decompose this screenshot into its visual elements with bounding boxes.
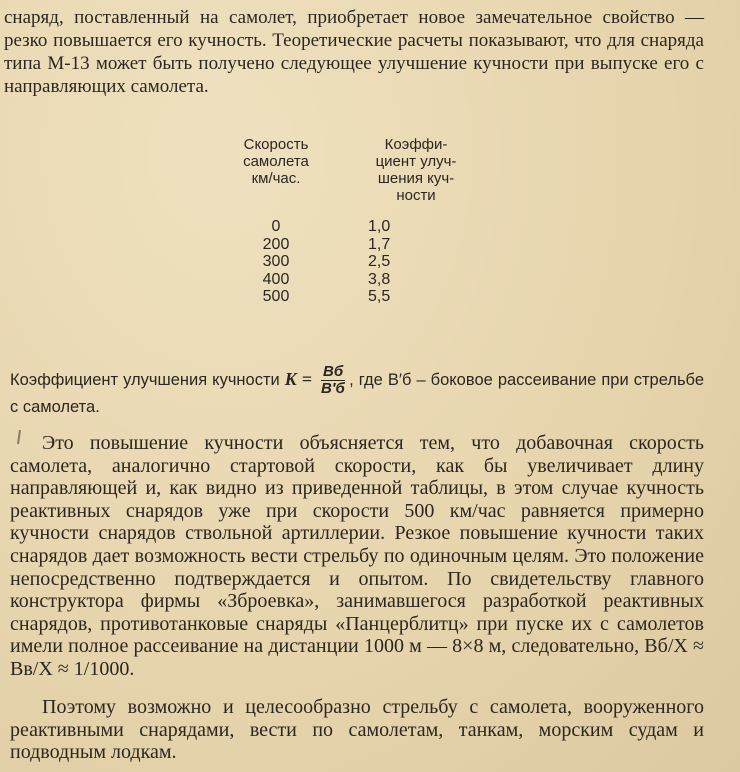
table-cell-coefficient: 3,8 xyxy=(368,270,391,288)
table-cell-coefficient: 2,5 xyxy=(368,253,391,270)
table-cell-speed: 500 xyxy=(262,288,290,305)
table-cell-coefficient: 1,0 xyxy=(368,218,391,235)
table-header-speed: Скорость самолета км/час. xyxy=(243,136,309,187)
table-cell-speed: 0 xyxy=(271,218,281,235)
speed-column xyxy=(236,218,316,306)
paragraph-explanation xyxy=(10,432,704,681)
formula-trailing-text: , где B′б – боковое рассеивание при стрельбе с самолета. xyxy=(10,370,704,416)
formula-fraction xyxy=(321,364,345,397)
table-cell-speed: 200 xyxy=(262,235,290,253)
table-cell-speed: 400 xyxy=(262,270,290,288)
formula-denominator: B′б xyxy=(321,380,345,397)
paragraph-conclusion-text: Поэтому возможно и целесообразно стрельбу с самолета, вооруженного реактивными снарядами, вести по самолетам, танкам, морским судам и подводным лодкам. xyxy=(10,696,704,764)
formula-lead-text: Коэффициент улучшения кучности xyxy=(10,370,280,389)
table-cell-coefficient: 1,7 xyxy=(368,235,391,253)
coefficient-column xyxy=(368,218,448,306)
paragraph-conclusion xyxy=(10,696,704,764)
formula-paragraph xyxy=(10,364,704,418)
paragraph-intro: снаряд, поставленный на самолет, приобретает новое замечательное свойство — резко повышается его кучность. Теоретические расчеты показывают, что для снаряда типа М-13 может быть получено следующее улучшение кучности при выпуске его с направляющих самолета. xyxy=(4,7,704,97)
table-cell-coefficient: 5,5 xyxy=(368,288,391,305)
formula-numerator: Bб xyxy=(323,363,344,380)
table-cell-speed: 300 xyxy=(262,253,290,270)
paragraph-explanation-text: Это повышение кучности объясняется тем, что добавочная скорость самолета, аналогично стартовой скорости, как бы увеличивает длину направляющей и, как видно из приведенной таблицы, в этом случае кучность реактивных снарядов уже при скорости 500 км/час равняется примерно кучности снарядов ствольной артиллерии. Резкое повышение кучности таких снарядов дает возможность вести стрельбу по одиночным целям. Это положение непосредственно подтверждается и опытом. По свидетельству главного конструктора фирмы «Зброевка», занимавшегося разработкой реактивных снарядов, противотанковые снаряды «Панцерблитц» при пуске их с самолетов имели полное рассеивание на дистанции 1000 м — 8×8 м, следовательно, Bб/X ≈ Bв/X ≈ 1/1000. xyxy=(10,432,704,680)
table-header-coefficient: Коэффи- циент улуч- шения куч- ности xyxy=(375,136,457,204)
formula-lhs: K = xyxy=(284,368,312,389)
